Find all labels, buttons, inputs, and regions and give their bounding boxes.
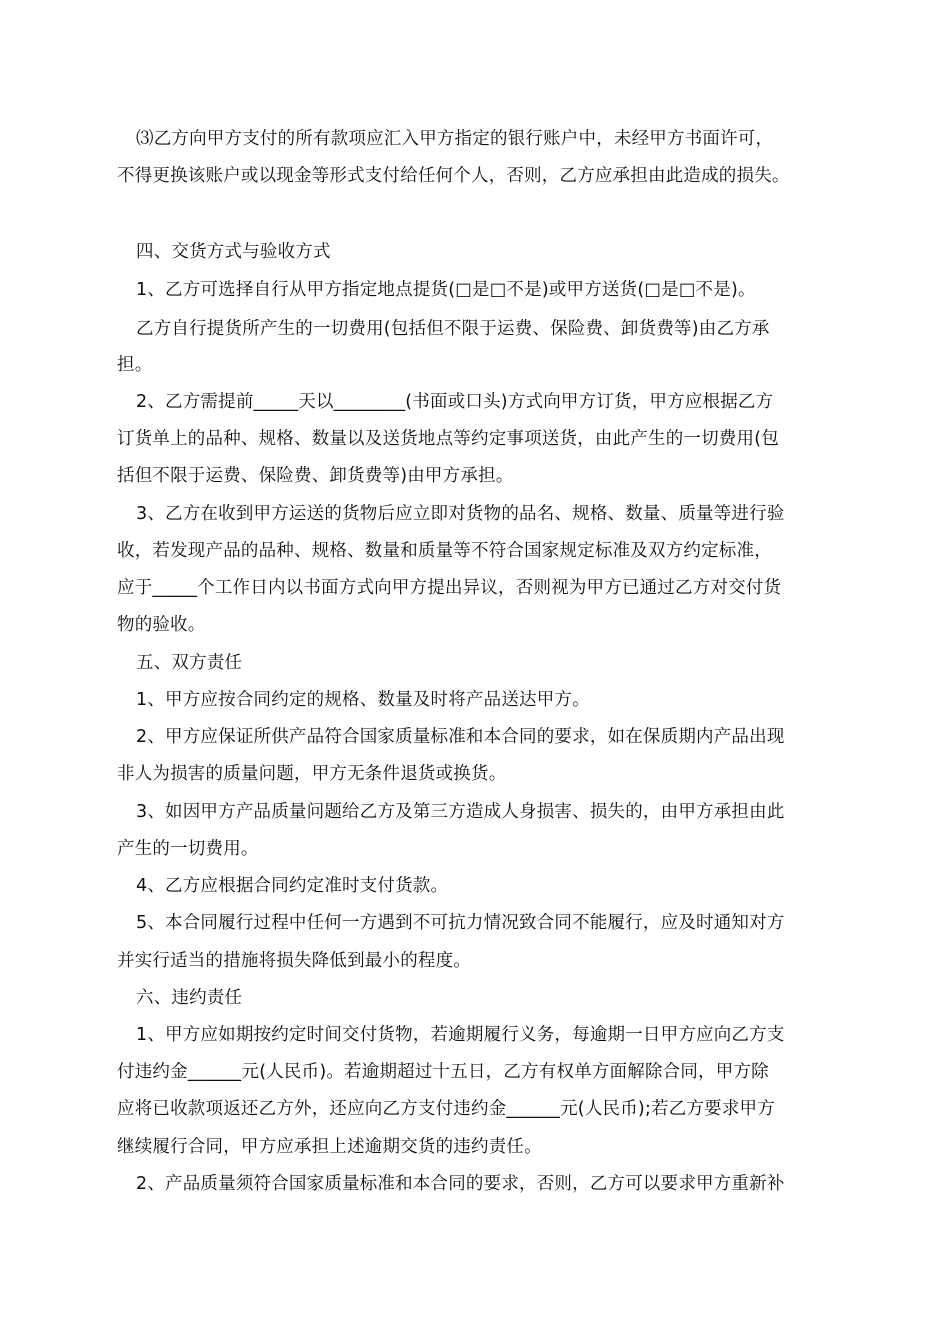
text-line: ⑶乙方向甲方支付的所有款项应汇入甲方指定的银行账户中，未经甲方书面许可， [136, 129, 774, 149]
text-line: 非人为损害的质量问题，甲方无条件退货或换货。 [117, 764, 507, 784]
text-line: 5、本合同履行过程中任何一方遇到不可抗力情况致合同不能履行，应及时通知对方 [136, 913, 785, 933]
text-line: 1、甲方应如期按约定时间交付货物，若逾期履行义务，每逾期一日甲方应向乙方支 [136, 1025, 785, 1045]
text-line: 收，若发现产品的品种、规格、数量和质量等不符合国家规定标准及双方约定标准， [117, 541, 772, 561]
text-line: 乙方自行提货所产生的一切费用(包括但不限于运费、保险费、卸货费等)由乙方承 [136, 319, 770, 339]
section-heading: 四、交货方式与验收方式 [136, 242, 331, 262]
text-line: 担。 [117, 355, 153, 375]
text-line: 2、产品质量须符合国家质量标准和本合同的要求，否则，乙方可以要求甲方重新补 [136, 1174, 785, 1194]
text-line: 订货单上的品种、规格、数量以及送货地点等约定事项送货，由此产生的一切费用(包 [117, 429, 779, 449]
text-line: 付违约金______元(人民币)。若逾期超过十五日，乙方有权单方面解除合同，甲方除 [117, 1062, 769, 1082]
text-line: 应于_____个工作日内以书面方式向甲方提出异议，否则视为甲方已通过乙方对交付货 [117, 578, 782, 598]
text-line: 不得更换该账户或以现金等形式支付给任何个人，否则，乙方应承担由此造成的损失。 [117, 166, 790, 186]
text-line: 4、乙方应根据合同约定准时支付货款。 [136, 876, 449, 896]
section-heading: 五、双方责任 [136, 653, 243, 673]
text-line: 2、乙方需提前_____天以________(书面或口头)方式向甲方订货，甲方应根据乙方 [136, 392, 774, 412]
text-line: 应将已收款项返还乙方外，还应向乙方支付违约金______元(人民币);若乙方要求甲方 [117, 1099, 775, 1119]
text-line: 1、甲方应按合同约定的规格、数量及时将产品送达甲方。 [136, 690, 590, 710]
text-line: 1、乙方可选择自行从甲方指定地点提货(□是□不是)或甲方送货(□是□不是)。 [136, 280, 756, 300]
text-line: 产生的一切费用。 [117, 839, 259, 859]
text-line: 继续履行合同，甲方应承担上述逾期交货的违约责任。 [117, 1137, 542, 1157]
section-heading: 六、违约责任 [136, 988, 243, 1008]
text-line: 3、如因甲方产品质量问题给乙方及第三方造成人身损害、损失的，由甲方承担由此 [136, 802, 785, 822]
text-line: 并实行适当的措施将损失降低到最小的程度。 [117, 951, 471, 971]
text-line: 括但不限于运费、保险费、卸货费等)由甲方承担。 [117, 466, 514, 486]
text-line: 3、乙方在收到甲方运送的货物后应立即对货物的品名、规格、数量、质量等进行验 [136, 504, 785, 524]
text-line: 物的验收。 [117, 615, 206, 635]
text-line: 2、甲方应保证所供产品符合国家质量标准和本合同的要求，如在保质期内产品出现 [136, 727, 785, 747]
